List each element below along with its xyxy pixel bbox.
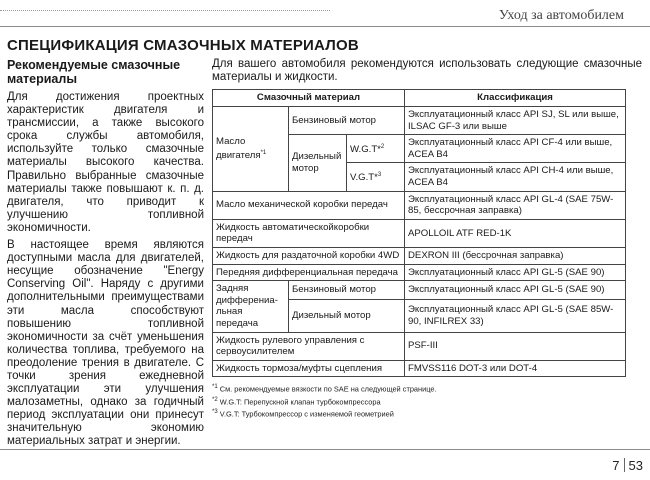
- right-column: [212, 58, 642, 420]
- atf-cell: Жидкость автоматическойкоробки передач: [213, 219, 405, 247]
- petrol-engine-cell: Бензиновый мотор: [289, 107, 405, 135]
- intro-text: Для вашего автомобиля рекомендуются использовать следующие смазочные материалы и жидкости.: [212, 58, 642, 83]
- chapter-number: 7: [612, 458, 620, 473]
- paragraph-2: В настоящее время являются доступными масла для двигателей, несущие обозначение "Energy Conserving Oil". Наряду с другими дополнительными преимуществами эти масла способствуют повышению топливной экономичности за счёт уменьшения количества топлива, требуемого на преодоление трения в двигателе. С точки зрения ежедневной эксплуатации эти улучшения малозаметны, однако за годичный период эксплуатации они принесут значительную экономию материальных затрат и энергии.: [7, 239, 204, 448]
- page-header: [0, 0, 650, 30]
- section-heading: Рекомендуемые смазочные материалы: [7, 58, 181, 86]
- footnote-mark: *1: [260, 149, 267, 156]
- table-row: [213, 107, 626, 135]
- table-row: [213, 281, 626, 300]
- engine-oil-label: Масло двигателя: [216, 136, 261, 161]
- front-diff-class: Эксплуатационный класс API GL-5 (SAE 90): [405, 264, 626, 281]
- table-row: [213, 219, 626, 247]
- front-diff-cell: Передняя дифференциальная передача: [213, 264, 405, 281]
- header-rule: [0, 26, 650, 27]
- footnote-item: [212, 395, 642, 407]
- footnotes: [212, 382, 642, 419]
- footnote-text: V.G.T: Турбокомпрессор с изменяемой геометрией: [219, 409, 394, 419]
- table-header-row: [213, 90, 626, 107]
- brake-fluid-class: FMVSS116 DOT-3 или DOT-4: [405, 360, 626, 377]
- diesel-engine-cell: Дизельный мотор: [289, 135, 347, 191]
- atf-class: APOLLOIL ATF RED-1K: [405, 219, 626, 247]
- power-steering-cell: Жидкость рулевого управления с сервоусилителем: [213, 332, 405, 360]
- page-title: СПЕЦИФИКАЦИЯ СМАЗОЧНЫХ МАТЕРИАЛОВ: [7, 37, 359, 54]
- footnote-mark: 2: [380, 143, 385, 150]
- footnote-mark: *1: [212, 384, 218, 391]
- paragraph-1: Для достижения проектных характеристик двигателя и трансмиссии, а также высокого срока службы автомобиля, используйте только смазочные материалы высокого качества. Правильно выбранные смазочные материалы также повышают к. п. д. двигателя, что приводит к улучшению топливной экономичности.: [7, 91, 204, 234]
- table-row: [213, 360, 626, 377]
- footnote-item: [212, 407, 642, 419]
- vgt-cell: [347, 163, 405, 191]
- vgt-class: Эксплуатационный класс API CH-4 или выше, ACEA B4: [405, 163, 626, 191]
- rear-petrol-class: Эксплуатационный класс API GL-5 (SAE 90): [405, 281, 626, 300]
- footnote-text: См. рекомендуемые вязкости по SAE на следующей странице.: [219, 384, 437, 394]
- manual-gearbox-cell: Масло механической коробки передач: [213, 191, 405, 219]
- engine-oil-cell: [213, 107, 289, 192]
- manual-gearbox-class: Эксплуатационный класс API GL-4 (SAE 75W-85, бессрочная заправка): [405, 191, 626, 219]
- brake-fluid-cell: Жидкость тормоза/муфты сцепления: [213, 360, 405, 377]
- footnote-mark: *3: [212, 409, 218, 416]
- rear-petrol-cell: Бензиновый мотор: [289, 281, 405, 300]
- footnote-item: [212, 382, 642, 394]
- page-number: [612, 458, 643, 473]
- left-column: [7, 58, 204, 453]
- footer-rule: [0, 449, 650, 450]
- table-row: [213, 264, 626, 281]
- transfer-case-class: DEXRON III (бессрочная заправка): [405, 247, 626, 264]
- header-dotted-rule: [0, 10, 330, 12]
- lubricant-spec-table: [212, 89, 626, 377]
- wgt-label: W.G.T*: [350, 144, 381, 156]
- footnote-mark: 3: [377, 172, 382, 179]
- table-row: [213, 191, 626, 219]
- header-lubricant: Смазочный материал: [213, 90, 405, 107]
- rear-diff-cell: Задняя дифферениа-льная передача: [213, 281, 289, 332]
- header-title: Уход за автомобилем: [498, 8, 624, 23]
- power-steering-class: PSF-III: [405, 332, 626, 360]
- footnote-text: W.G.T: Перепускной клапан турбокомпрессора: [219, 397, 381, 407]
- petrol-engine-class: Эксплуатационный класс API SJ, SL или выше, ILSAC GF-3 или выше: [405, 107, 626, 135]
- wgt-class: Эксплуатационный класс API CF-4 или выше, ACEA B4: [405, 135, 626, 163]
- rear-diesel-class: Эксплуатационный класс API GL-5 (SAE 85W-90, INFILREX 33): [405, 300, 626, 332]
- page-number-value: 53: [628, 458, 643, 473]
- rear-diesel-cell: Дизельный мотор: [289, 300, 405, 332]
- transfer-case-cell: Жидкость для раздаточной коробки 4WD: [213, 247, 405, 264]
- wgt-cell: [347, 135, 405, 163]
- vgt-label: V.G.T*: [350, 172, 378, 184]
- header-classification: Классификация: [405, 90, 626, 107]
- footnote-mark: *2: [212, 396, 218, 403]
- table-row: [213, 247, 626, 264]
- page-number-divider: [624, 458, 625, 472]
- table-row: [213, 332, 626, 360]
